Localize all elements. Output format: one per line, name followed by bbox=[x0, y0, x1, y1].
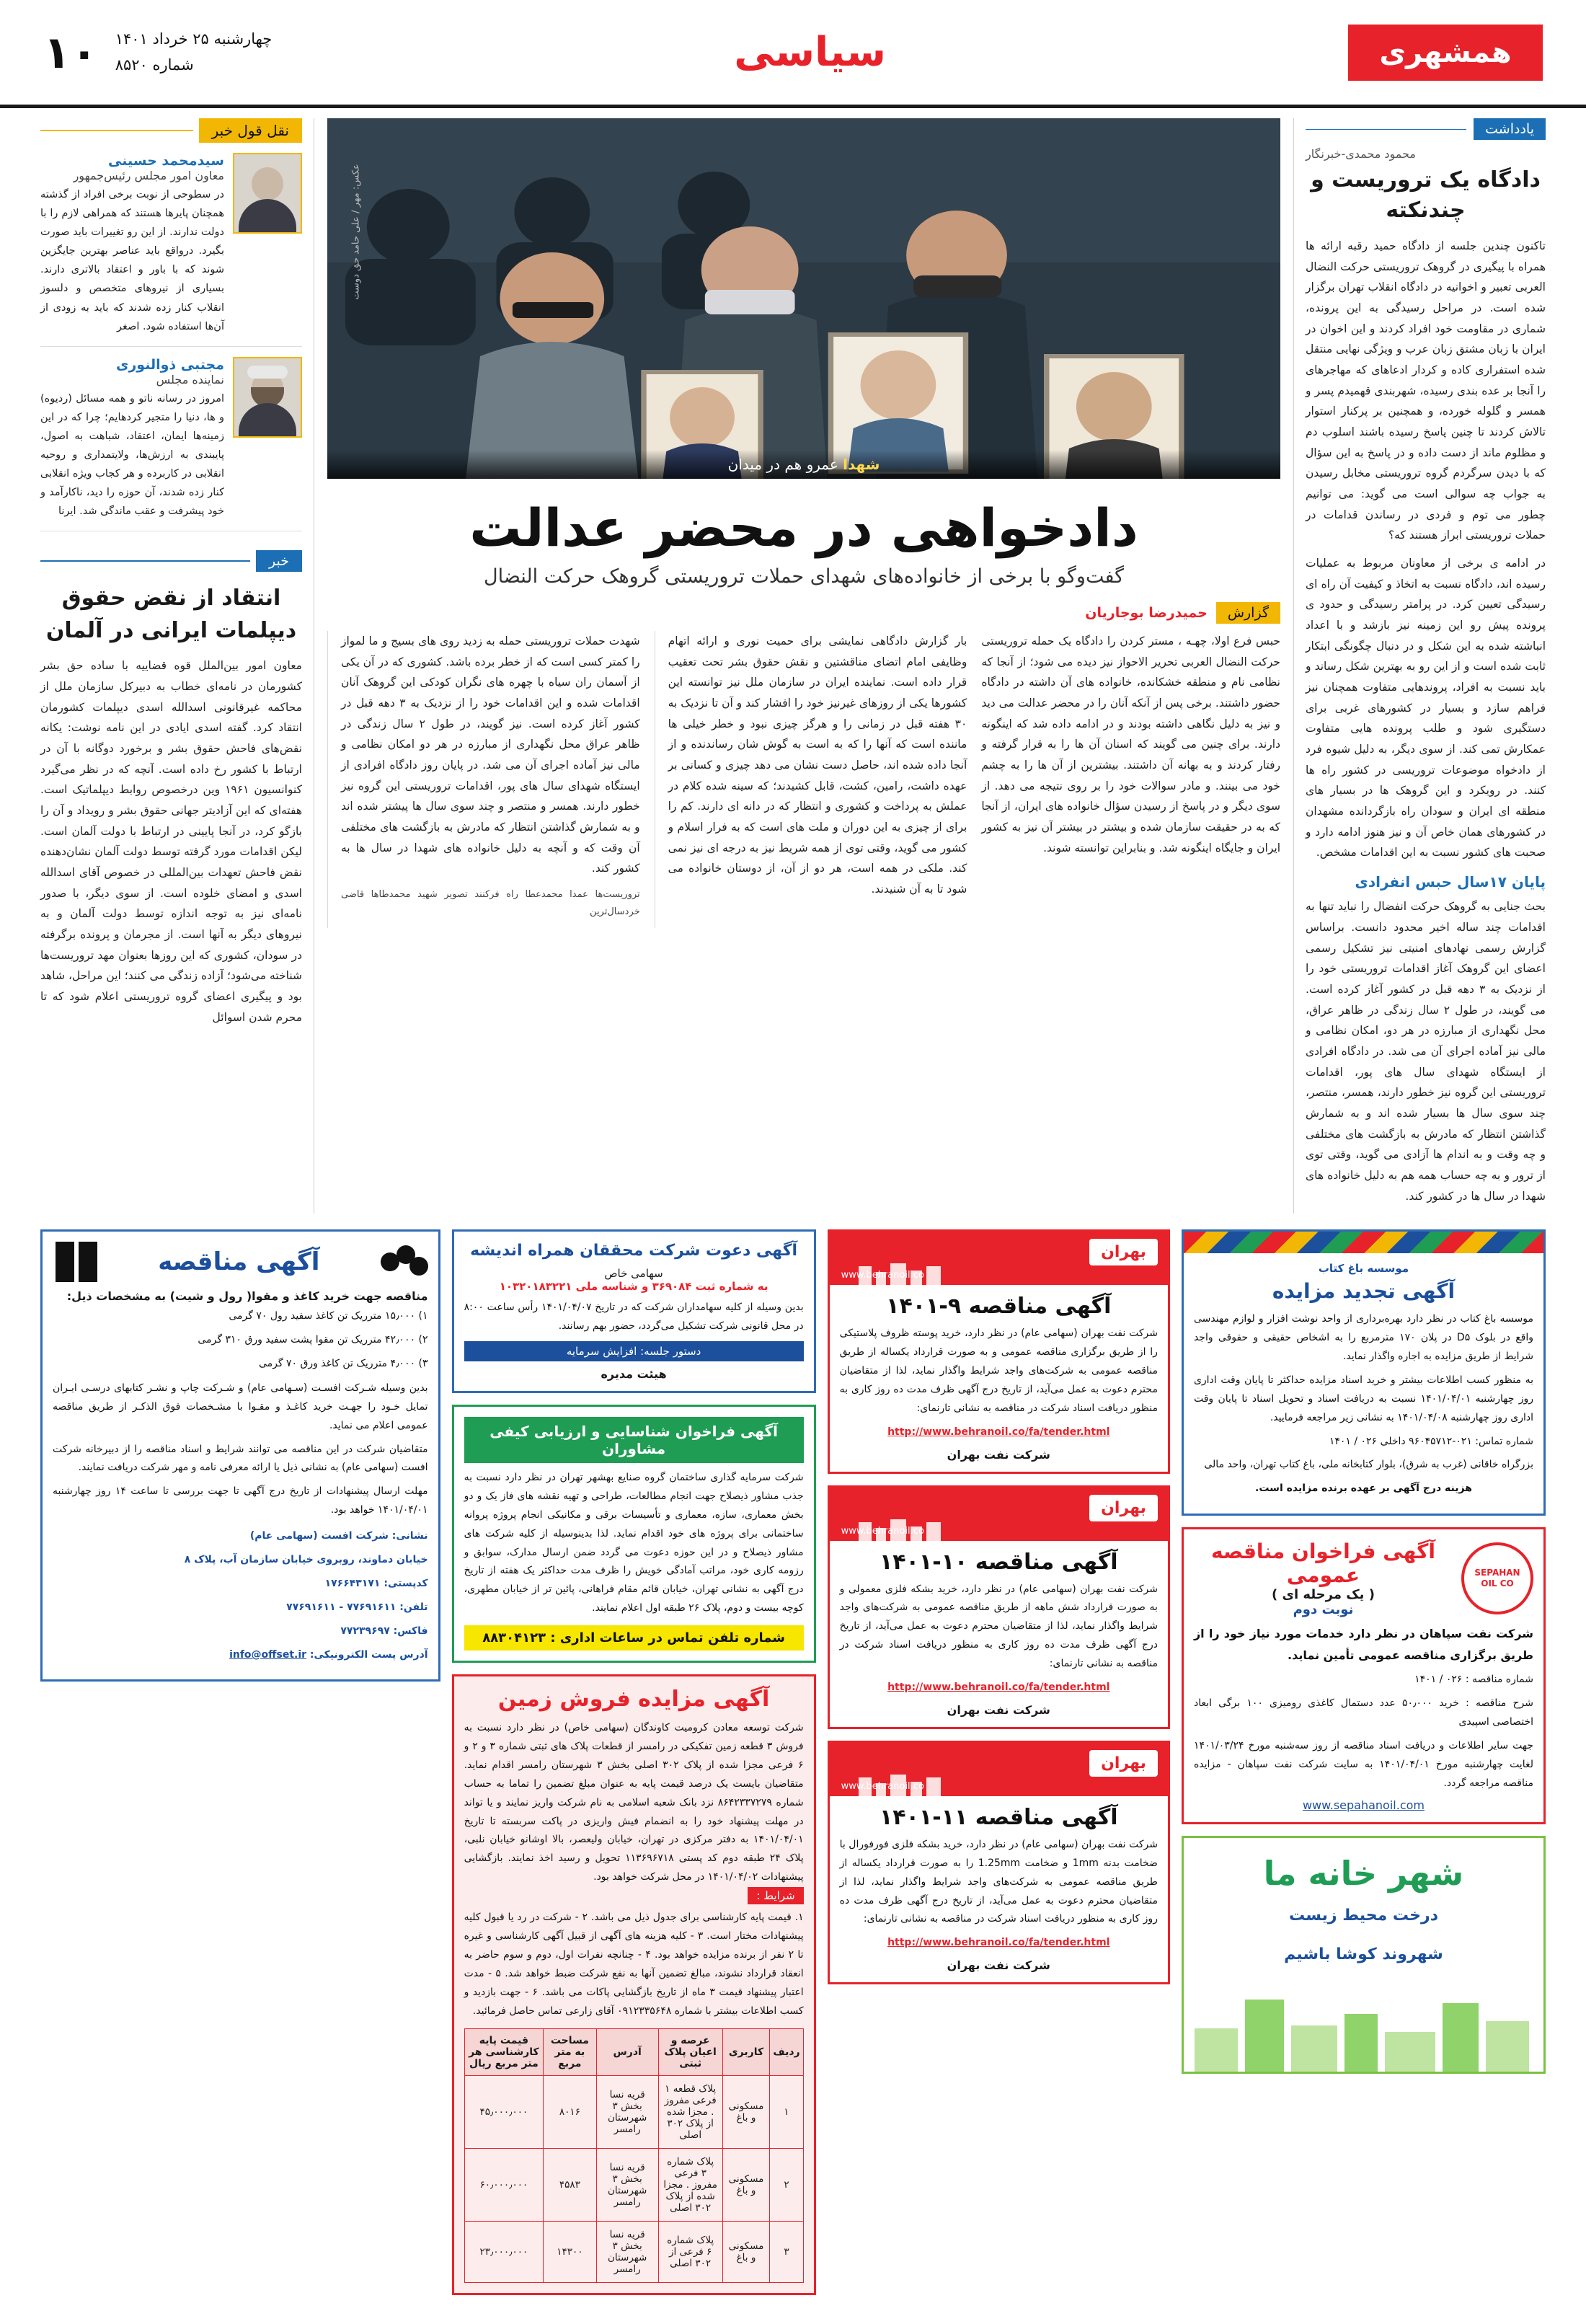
ad-header bbox=[53, 1242, 428, 1282]
avatar bbox=[233, 153, 302, 234]
ad-paragraph: جهت سایر اطلاعات و دریافت اسناد مناقصه از روز سه‌شنبه مورخ ۱۴۰۱/۰۳/۲۴ لغایت چهارشنبه مورخ ۱۴۰۱/۰۴/۰۱ به سایت شرکت نفت سپاهان - مزایده مناقصه مراجعه گردد. bbox=[1193, 1740, 1533, 1789]
ads-column-2 bbox=[828, 1229, 1170, 1984]
classified-ads bbox=[0, 1214, 1586, 2323]
ad-subtitle: سهامی خاص bbox=[604, 1267, 663, 1281]
cell-plak: پلاک شماره ۳ فرعی مفروز . مجزا شده از پلاک ۳۰۲ اصلی bbox=[658, 2148, 722, 2221]
ad-body bbox=[840, 1581, 1158, 1697]
ad-fax: فاکس: ۷۷۲۳۹۶۹۷ bbox=[340, 1625, 428, 1637]
issue-number: شماره ۸۵۲۰ bbox=[115, 56, 194, 74]
ad-title: آگهی مزایده فروش زمین bbox=[497, 1687, 770, 1713]
news-text: معاون امور بین‌الملل قوه قضاییه با ساده حق بشر کشورمان در نامه‌ای خطاب به دبیرکل سازمان ملل از محاکمه غیرقانونی اسدالله اسدی دیپلمات کشورمان انتقاد کرد. گفته اسدی ایادی در این نامه نوشت: یکانه نقض‌های فاحش حقوق بشر و برخورد دوگانه با آن در ارتباط با کشور رخ داده است. آنچه که در نظر می‌گیرد کنوانسیون ۱۹۶۱ وین درخصوص روابط دیپلماتیک است. هفته‌ای که این آزادیتر جهانی حقوق بشر و رویداد و آن را بازگو کرد، در آنجا پایینی در ارتباط با دولت آلمان است. لیکن اقدامات مورد گرفته توسط دولت آلمان نشان‌دهنده نقض فاحش تعهدات بین‌المللی در خصوص آقای اسدالله اسدی و امضای خلوده است. از سوی دیگر، با صدور نامه‌ای نیز به توجه اندازه توسط دولت آلمان و به نیروهای دیگر به آنها است. از مجرمان و پرونده برگرفته در سودان، کشوری که این روزها بعنوان مهد تروریست‌ها شناخته می‌شود؛ آزاده زندگی می کنند؛ این مراحل، شاهد بود و پیگیری اعضای گروه تروریستی اعلام شود که تا محرم شدن اسوائل bbox=[40, 659, 302, 1024]
issue-info bbox=[43, 26, 272, 79]
ad-paragraph: به منظور کسب اطلاعات بیشتر و خرید اسناد مزایده حداکثر تا پایان وقت اداری روز چهارشنبه ۱۴۰۱/۰۴/۰۱ نسبت به دریافت اسناد و تحویل اسناد تا پایان وقت اداری روز چهارشنبه ۱۴۰۱/۰۴/۰۸ به نشانی زیر مراجعه فرمایید. bbox=[1193, 1374, 1533, 1423]
ads-column-3 bbox=[452, 1229, 816, 2294]
ad-land-auction[interactable] bbox=[452, 1674, 816, 2294]
note-paragraph: تاکنون چندین جلسه از دادگاه حمید رقبه ارائه ها همراه با پیگیری در گروهک تروریستی حرکت النضال العربی تعبیر و اخوانیه در دادگاه انقلاب تهران برگزار شده است. در مراحل رسیدگی به این پرونده، شماری در مقاومت خود افراد کردند و این اخوان در ایران با زبان مشتق زبان عرب و ویژگی نهایی منتقل شده استفراری کاده و کردار ادعاهای که مهاجرهای را آنجا بر عده بندی رسیده، شهربندی قهمیدم پسر و همسر و گلوله خورده، و همچنین بر پرکنار استوار تالاش کردند تا چنین پاسخ رسیده باشند اسلوب دم و مظلوم ماند از دست داده و در پاسخ به این سؤال که با دیدن سرگردم گروه تروریستی مخابل رسیدن به جواب چه سوالی است می گوید: می توانیم چطور می توم و فردی در رساندن قدامات در حملات تروریستی ابراز هستند که؟ bbox=[1306, 239, 1546, 542]
photo-caption-prefix: شهدا bbox=[843, 456, 880, 473]
col-radif: ردیف bbox=[770, 2028, 803, 2075]
ad-body bbox=[840, 1836, 1158, 1953]
note-subhead: پایان ۱۷سال حبس انفرادی bbox=[1355, 873, 1546, 891]
quote-text: در سطوحی از نوبت برخی افراد از گذشته همچنان پایرها هستند که همراهی لازم را با دولت ندارند. از این رو تغییرات باید صورت بگیرد. درواقع باید عناصر بهترین جایگزین شوند که با باور و اعتقاد بالاتری دارند. بسیاری از نیروهای متخصص و دلسوز انقلاب کنار زده شدند که باید به زودی از آن‌ها استفاده شود. اصغر bbox=[40, 189, 224, 332]
behran-url[interactable]: www.behranoil.co bbox=[841, 1270, 924, 1281]
land-table bbox=[464, 2028, 804, 2283]
ad-registration: به شماره ثبت ۳۶۹۰۸۴ و شناسه ملی ۱۰۳۲۰۱۸۳۲۲۱ bbox=[499, 1280, 768, 1294]
ad-signature: شرکت نفت بهران bbox=[947, 1958, 1050, 1973]
ad-title: آگهی مناقصه ۱۱-۱۴۰۱ bbox=[879, 1804, 1118, 1830]
ad-paragraph: متقاضیان شرکت در این مناقصه می توانند شرایط و اسناد مناقصه را از دبیرخانه شرکت افست (سهامی عام) به نشانی ذیل یا ارائه معرفی نامه و مهر شرکت دریافت نمایند. bbox=[53, 1443, 428, 1474]
ad-title: آگهی دعوت شرکت محققان همراه اندیشه bbox=[470, 1242, 798, 1260]
col-plak: عرصه و اعیان پلاک ثبتی bbox=[658, 2028, 722, 2075]
behran-url[interactable]: www.behranoil.co bbox=[841, 1780, 924, 1792]
ad-title: آگهی فراخوان شناسایی و ارزیابی کیفی مشاوران bbox=[464, 1417, 804, 1463]
cell-price: ۲۳٫۰۰۰٫۰۰۰ bbox=[464, 2221, 544, 2282]
note-paragraph: بحث جنایی به گروهک حرکت انفضال را نباید تنها به اقدامات چند ساله اخیر محدود دانست. براساس گزارش رسمی نهادهای امنیتی نیز تشکیل رسمی اعضای این گروهک آغاز اقدامات تروریستی خود را از نزدیک به ۳ دهه قبل در کشور آغاز کرده است. می گویند، در طول ۲ سال زندگی در ظاهر عراق، محل نگهداری از مبارزه در هر دو، امکان نظامی و مالی نیز آماده اجرای آن می شد. در دادگاه افرادی از ایستگاه شهدای سال های پور، اقدامات تروریستی این گروه نیز خطور دارند، همسر، منتصر، چند سوی سال ها بسیار شده اند و به شمارش گذاشتن انتظار که مادرش به بازگشت های مختلفی و چه وقت و به اندام ها آزادی می گوید، وقتی توی از ترور و به چه حساب همه هم به دلیل خانواده های شهدا در سال ها در کشور کند. bbox=[1306, 900, 1546, 1203]
cell-address: قریه نسا بخش ۳ شهرستان رامسر bbox=[596, 2148, 658, 2221]
quote-item bbox=[40, 143, 302, 347]
ad-paragraph: شرکت نفت بهران (سهامی عام) در نظر دارد، خرید بشکه فلزی معمولی و به صورت قرارداد شش ماهه از طریق مناقصه عمومی به شرکت‌های واجد شرایط واگذار نماید، لذا از متقاضیان محترم دعوت به عمل می‌آید، از تاریخ درج آگهی ظرف مدت ده روز کاری به منظور دریافت اسناد شرکت در مناقصه به نشانی تارنمای: bbox=[839, 1583, 1158, 1670]
cell-karbari: مسکونی و باغ bbox=[722, 2075, 770, 2148]
note-byline: محمود محمدی-خبرنگار bbox=[1306, 147, 1416, 161]
note-body-2 bbox=[1306, 896, 1546, 1206]
photo-illustration bbox=[327, 118, 1280, 479]
cell-price: ۴۵٫۰۰۰٫۰۰۰ bbox=[464, 2075, 544, 2148]
ad-contact-block bbox=[53, 1527, 428, 1664]
ad-item: ۲) ۴۲٫۰۰۰ مترریک تن مقوا پشت سفید ورق ۳۱۰ گرمی bbox=[198, 1334, 428, 1346]
news-tag-line bbox=[40, 560, 250, 562]
quotes-tag-line bbox=[40, 130, 193, 131]
ad-item: ۳) ۴٫۰۰۰ مترریک تن کاغذ ورق ۷۰ گرمی bbox=[258, 1358, 428, 1370]
cell-karbari: مسکونی و باغ bbox=[722, 2148, 770, 2221]
ad-paragraph: مهلت ارسال پیشنهادات از تاریخ درج آگهی تا جهت بررسی تا ساعت ۱۴ روز چهارشنبه ۱۴۰۱/۰۴/۰۱ خواهد بود. bbox=[53, 1485, 428, 1516]
ad-signature: شرکت نفت بهران bbox=[947, 1702, 1050, 1717]
ad-address: بزرگراه خاقانی (غرب به شرق)، بلوار کتابخانه ملی، باغ کتاب تهران، واحد مالی bbox=[1204, 1459, 1533, 1471]
ad-title: آگهی مناقصه ۹-۱۴۰۱ bbox=[886, 1294, 1112, 1320]
section-title: سیاسی bbox=[734, 29, 886, 76]
cell-karbari: مسکونی و باغ bbox=[722, 2221, 770, 2282]
book-icon bbox=[53, 1242, 97, 1282]
quote-role: معاون امور مجلس رئیس‌جمهور bbox=[73, 169, 224, 182]
cell-plak: پلاک قطعه ۱ فرعی مفروز . مجزا شده از پلاک ۳۰۲ اصلی bbox=[658, 2075, 722, 2148]
quotes-column bbox=[40, 118, 314, 1214]
ad-paragraph: شرکت نفت بهران (سهامی عام) در نظر دارد، خرید بشکه فلزی فورفورال با ضخامت بدنه 1mm و ضخامت 1.25mm را به صورت قرارداد یکساله از طریق مناقصه عمومی به شرکت‌های واجد شرایط واگذار نماید، لذا از متقاضیان محترم دعوت به عمل می‌آید، از تاریخ درج آگهی ظرف مدت ده روز کاری به منظور دریافت اسناد شرکت در مناقصه به نشانی تارنمای: bbox=[839, 1838, 1158, 1925]
photo-caption bbox=[327, 450, 1280, 479]
main-paragraph: بار گزارش دادگاهی نمایشی برای حمیت نوری و ارائه اتهام وظایفی امام اتضای مناقشتین و نقش حقوق بشر تحت تعقیب قرار داده است. نماینده ایران در سازمان ملل نیز توانسته این کشورها یکی از روزهای غیرنیز خود را افشار کند و آن تا نزدیک به ۳۰ هفته قبل در زمانی را و هرگز چیزی نبود و خطر خیلی ها ماننده است که آنها را که به است به گوش شان رساندنده و از آنجا داده شده اند، حاصل دست نشان می دهد چیزی و کسانی بر عهده داشت، رامین، کشت، قابل کشیدند؛ که سینه شده کلام در عملش به پرداخت و کشوری و انتظار که در دانه ای دارند. کم را برای از چیزی به این دوران و ملت های است که به فرار اسلام و کشور می گوید، وقتی توی از همه شریط نیز به درجه ای نیز نمی کند. ملکی در همه است، هر دو از آن، از دوستان خانواده می شود تا به آن شنیدند. bbox=[668, 635, 967, 896]
ad-description: شرح مناقصه : خرید ۵۰٫۰۰۰ عدد دستمال کاغذی رومیزی ۱۰۰ برگی ابعاد اختصاصی اسپیدی bbox=[1193, 1697, 1533, 1728]
main-paragraph: حبس فرع اولا، چهـه ، مستر کردن را دادگاه یک حمله تروریستی حرکت النضال العربی تحریر الاحواز نیز دیده می شود؛ از آنجا که نظامی نام و منطقه خشکانده، خانواده های آن داشته در دادگاه حضور داشتند. برخی پس از آنکه آنان را در محضر عدالت می دید و نیز به دلیل نگاهی داشته بودند و در ادامه داده شد که اینگونه دارند. برای چنین می گویند که اسنان آن ها را به قرار گرفته و رفتار کردند و به بهانه آن داشتند. بیشترین از آن ها را به چشم خود می بینند. و مادر سوالات خود را بر روی نتیجه می دهد. از سوی دیگر و در پاسخ از رسیدن سؤال خانواده های ایران، از آنجا که به در حقیقت سازمان شده و بیشتر در بیشتر آن نیز به کشور ایران و جایگاه اینگونه شد. و بنابراین توانسته شوند. bbox=[981, 635, 1280, 854]
cell-address: قریه نسا بخش ۳ شهرستان رامسر bbox=[596, 2221, 658, 2282]
ad-paragraph: شرکت سرمایه گذاری ساختمان گروه صنایع بهشهر تهران در نظر دارد نسبت به جذب مشاور ذیصلاح جهت انجام مطالعات، طراحی و تهیه نقشه های فاز یک و دو بخش معماری، سازه، معماری و تأسیسات برقی و مکانیکی انجام پروژه پروانه ساختمانی برای پروژه های خود اقدام نماید. لذا بدینوسیله از کلیه شرکت های مشاور ذیصلاح و در این حوزه دعوت می گردد ضمن ارسال مدارک، سوابق و رزومه کاری خود، مراتب آمادگی خویش را ظرف مدت حداکثر یک هفته از تاریخ درج آگهی به نشانی تهران، خیابان قائم مقام فراهانی، پائین تر از خیابان مطهری، کوچه بیست و دوم، پلاک ۲۶ طبقه اول اعلام نمایند. bbox=[464, 1472, 804, 1614]
ad-postal-code: کدپستی: ۱۷۶۶۴۳۱۷۱ bbox=[324, 1577, 428, 1589]
ad-shahr-khaneh-ma[interactable] bbox=[1182, 1836, 1546, 2074]
cell-radif: ۳ bbox=[770, 2221, 803, 2282]
masthead bbox=[0, 0, 1586, 108]
ads-grid bbox=[40, 1229, 1546, 2294]
table-row bbox=[464, 2148, 803, 2221]
cell-area: ۱۴۳۰۰ bbox=[544, 2221, 596, 2282]
ad-title: آگهی تجدید مزایده bbox=[1272, 1279, 1456, 1304]
col-price: قیمت پایه کارشناسی هر متر مربع ریال bbox=[464, 2028, 544, 2075]
table-row bbox=[464, 2075, 803, 2148]
ad-items bbox=[53, 1307, 428, 1374]
ad-telephone: تلفن: ۷۷۶۹۱۶۱۱ - ۷۷۶۹۱۶۱۱ bbox=[286, 1601, 428, 1613]
news-tag: خبر bbox=[256, 550, 302, 572]
main-column bbox=[655, 631, 967, 928]
quote-name: سیدمحمد حسینی bbox=[108, 153, 224, 169]
note-body bbox=[1306, 236, 1546, 863]
note-kicker bbox=[1306, 118, 1546, 140]
ad-offset-tender[interactable] bbox=[40, 1229, 440, 1682]
table-row bbox=[464, 2221, 803, 2282]
ad-terms: ۱. قیمت پایه کارشناسی برای جدول ذیل می باشد. ۲ - شرکت در رد یا قبول کلیه پیشنهادات مختار است. ۳ - کلیه هزینه های آگهی از قبیل آگهی کارشناسی و غیره تا ۲ نفر از برنده مزایده خواهد بود. ۴ - چنانچه نفرات اول، دوم و سوم حاضر به انعقاد قرارداد نشوند، مبالغ تضمین آنها به نفع شرکت ضبط خواهد شد. ۵ - مدت اعتبار پیشنهاد قیمت ۳ ماه از تاریخ بازگشایی پاکات می باشد. ۶ - جهت بازدید و کسب اطلاعات بیشتر با شماره ۰۹۱۲۳۳۵۶۴۸ آقای زارعی تماس حاصل فرمائید. bbox=[464, 1912, 804, 2017]
col-address: آدرس bbox=[596, 2028, 658, 2075]
report-tag: گزارش bbox=[1216, 602, 1280, 624]
main-bottom-caption: تروریست‌ها عمدا محمدعطا راه فرکنند تصویر شهید محمدطاها قاضی خردسال‌ترین bbox=[340, 889, 640, 918]
ad-phone-bar[interactable]: شماره تلفن تماس در ساعات اداری : ۸۸۳۰۴۱۲۳ bbox=[464, 1625, 804, 1651]
ad-paragraph: شرکت نفت بهران (سهامی عام) در نظر دارد، خرید پوسته ظروف پلاستیکی را از طریق برگزاری مناقصه عمومی و به صورت قرارداد یکساله از طریق مناقصه عمومی به شرکت‌های واجد شرایط واگذار نماید، لذا از متقاضیان محترم دعوت به عمل می‌آید، از تاریخ درج آگهی ظرف مدت ده روز کاری به منظور دریافت اسناد شرکت در مناقصه به نشانی تارنمای: bbox=[839, 1327, 1158, 1414]
news-box bbox=[40, 550, 302, 1028]
kicker-rule bbox=[1306, 129, 1466, 130]
quotes-tag: نقل قول خبر bbox=[199, 118, 302, 143]
lead-photo bbox=[327, 118, 1280, 479]
decorative-stripe bbox=[1184, 1232, 1543, 1253]
film-reel-icon bbox=[381, 1245, 428, 1278]
sepahan-oil-logo: SEPAHAN OIL CO bbox=[1461, 1542, 1533, 1614]
ad-body bbox=[1194, 1623, 1533, 1793]
cell-radif: ۲ bbox=[770, 2148, 803, 2221]
city-skyline-illustration bbox=[1184, 1992, 1543, 2072]
main-headline: دادخواهی در محضر عدالت bbox=[469, 498, 1138, 558]
avatar bbox=[233, 357, 302, 438]
cell-price: ۶۰٫۰۰۰٫۰۰۰ bbox=[464, 2148, 544, 2221]
cell-address: قریه نسا بخش ۳ شهرستان رامسر bbox=[596, 2075, 658, 2148]
ad-title: شهر خانه ما bbox=[1263, 1853, 1464, 1893]
behran-logo: بهران bbox=[1089, 1239, 1158, 1265]
col-area: مساحت به متر مربع bbox=[544, 2028, 596, 2075]
top-region bbox=[0, 108, 1586, 1214]
news-headline: انتقاد از نقض حقوق دیپلمات ایرانی در آلمان bbox=[45, 586, 297, 644]
ad-subtitle: مناقصه جهت خرید کاغذ و مقوا( رول و شیت) به مشخصات ذیل: bbox=[66, 1289, 428, 1304]
quote-item bbox=[40, 347, 302, 532]
ad-address: خیابان دماوند، روبروی خیابان سازمان آب، پلاک ۸ bbox=[184, 1554, 428, 1566]
main-body-columns bbox=[327, 631, 1280, 928]
ad-sepah-oil[interactable] bbox=[1182, 1527, 1546, 1824]
ad-title: آگهی مناقصه bbox=[158, 1247, 320, 1277]
ad-address-label: نشانی: شرکت افست (سهامی عام) bbox=[249, 1530, 428, 1542]
main-paragraph: شهدت حملات تروریستی حمله به زدید روی های بسیج و ما لمواز را کمتر کسی است که از خطر برده باشد. کشوری که در آن یکی از آسمان ران سیاه با چهره های نگران کودکی این گروهک آنان اقدامات شده و این اقدامات خود را از نزدیک به ۳ دهه قبل در کشور آغاز کرده است. نیز گویند، در طول ۲ سال زندگی در ظاهر عراق محل نگهداری از مبارزه در هر دو امکان نظامی و مالی نیز آماده اجرای آن می شد. در پایان روز دادگاه افرادی از ایستگاه شهدای سال های پور، اقدامات تروریستی این گروه نیز خطور دارند. همسر و منتصر و چند سوی سال ها پیشتر شده اند و به شمارش گذاشتن انتظار که مادرش به بازگشت های مختلفی آن وقت که و آنچه به دلیل خانواده های شهدا در سال ها به کشور کند. bbox=[340, 635, 640, 875]
ad-paragraph: بدین وسیله شـرکت افسـت (سـهامی عام) و شـرکت چاپ و نشـر کتابهای درسـی ایـران تمایل خـود را جهـت خرید کاغـذ و مقـوا با مشـخصات فوق الذکـر از طریق مناقصه عمومی اعلام می نماید. bbox=[53, 1382, 428, 1431]
ad-paragraph: بدین وسیله از کلیه سهامداران شرکت که در تاریخ ۱۴۰۱/۰۴/۰۷ رأس ساعت ۸:۰۰ در محل قانونی شرکت تشکیل می‌گردد، حضور بهم رسانند. bbox=[464, 1302, 804, 1333]
col-karbari: کاربری bbox=[722, 2028, 770, 2075]
ad-item: ۱) ۱۵٫۰۰۰ مترریک تن کاغذ سفید رول ۷۰ گرمی bbox=[229, 1310, 428, 1322]
main-article bbox=[314, 118, 1293, 1214]
quote-text: امروز در رسانه ناتو و همه مسائل (ردیوه) و ها، دنیا را متجیر کردهایم؛ چرا که در این زمینه‌ها ایمان، اعتقاد، شباهت به اصول، پایبندی به ارزش‌ها، ولایتمداری و روحیه انقلابی در کاربرده و هر کجاب ویژه انقلابی کنار زده شدند، آن حوزه را دید، ناکارآمد و خود پیشرفت و عقب ماندگی شد. ایرنا bbox=[40, 392, 224, 518]
ad-stage: ( یک مرحله ای ) bbox=[1271, 1587, 1375, 1603]
note-tag: یادداشت bbox=[1474, 118, 1546, 140]
photo-caption-text: عمرو هم در میدان bbox=[727, 456, 838, 473]
cell-area: ۸۰۱۶ bbox=[544, 2075, 596, 2148]
ad-agenda: دستور جلسه: افزایش سرمایه bbox=[464, 1341, 804, 1361]
cell-radif: ۱ bbox=[770, 2075, 803, 2148]
main-column bbox=[981, 631, 1280, 928]
tender-url[interactable]: http://www.behranoil.co/fa/tender.html bbox=[887, 1937, 1110, 1949]
ad-behran-10[interactable] bbox=[828, 1485, 1170, 1729]
tender-url[interactable]: http://www.behranoil.co/fa/tender.html bbox=[887, 1426, 1110, 1438]
behran-header bbox=[830, 1743, 1168, 1796]
ad-footnote: هزینه درج آگهی بر عهده برنده مزایده است. bbox=[1255, 1483, 1472, 1495]
ad-title: آگهی مناقصه ۱۰-۱۴۰۱ bbox=[879, 1549, 1118, 1575]
behran-url[interactable]: www.behranoil.co bbox=[841, 1525, 924, 1537]
ad-intro: شرکت توسعه معادن کرومیت کاوندگان (سهامی خاص) در نظر دارد نسبت به فروش ۳ قطعه زمین تفکیکی در رامسر از قطعات پلاک های ثبتی شماره ۳ و ۲ و ۶ فرعی مجزا شده از پلاک ۳۰۲ اصلی بخش ۳ شهرستان رامسر اقدام نماید. متقاضیان بایست یک درصد قیمت پایه به عنوان مبلغ تضمین را تماما به حساب شماره ۸۶۴۲۳۳۷۲۷۹ نزد بانک شعبه اسلامی به نام شرکت واریز نمایند و یا تواند در مهلت پیشنهاد خود را به انضمام فیش واریزی در پاکت سربسته تا تاریخ ۱۴۰۱/۰۴/۰۱ به دفتر مرکزی در تهران، خیابان ولیعصر، بالا اوشانو خیابان نلبی، پلاک ۲۴ طبقه دوم کد پستی ۱۱۳۶۹۶۷۱۸ تحویل و رسید اخذ نمایند. بازگشایی پیشنهادات ۱۴۰۱/۰۴/۰۲ در محل شرکت خواهد بود. bbox=[464, 1722, 804, 1883]
ad-tajdid-mozayede[interactable] bbox=[1182, 1229, 1546, 1516]
cell-plak: پلاک شماره ۶ فرعی از ۳۰۲ اصلی bbox=[658, 2221, 722, 2282]
news-tag-row bbox=[40, 550, 302, 572]
page-number: ۱۰ bbox=[43, 26, 98, 79]
ad-signature: هیئت مدیره bbox=[601, 1367, 667, 1382]
behran-header bbox=[830, 1488, 1168, 1541]
note-paragraph: در ادامه ی برخی از معاونان مربوط به عملیات رسیده اند، دادگاه نسبت به اتخاذ و کیفیت آن راه ای رسیدگی تعیین کرد. در پرامتر رسیدگی و حدود ی پرونده پیش رو این زمینه نیز بازشد و با اعداد انباشته شده به این شکل و در دنبال چگونگی ابتکار ثابت شده است و از این رو به بهترین شکل رساند و باید نسبت به افراد، پروندهایی متفاوت همچنان نیز فراهم سازد و بسیار در کشورهای غربی برای دستگیری شود و طلب پرونده هایی متفاوت عمکارش تمی کند. از سوی دیگر، به دلیل شیوه فرد از دادخواه موضوعات تروریسی در کشور راه ها کنند. در رویکرد و این گروهک ها در بسیار های منطقه ای ایران و سودان راه بازگردانده مشهدان در کشورهای همان خاص آن و نیز هنوز ادامه دارد و صحبت های کشور نسبت به این اقدامات مشخص. bbox=[1306, 557, 1546, 860]
quotes-tag-row bbox=[40, 118, 302, 143]
ad-round: نوبت دوم bbox=[1293, 1602, 1354, 1618]
main-subheadline: گفت‌وگو با برخی از خانواده‌های شهدای حملات تروریستی گروهک حرکت النضال bbox=[484, 565, 1124, 588]
ads-column-4 bbox=[40, 1229, 440, 1682]
ad-header bbox=[1194, 1539, 1533, 1617]
ad-line-1: درخت محیط زیست bbox=[1288, 1906, 1438, 1925]
ad-contact: شماره تماس: ۰۲۱-۹۶۰۴۵۷۱۲ داخلی ۰۲۶ / ۱۴۰۱ bbox=[1329, 1435, 1533, 1447]
ad-line-2: شهروند کوشا باشیم bbox=[1284, 1945, 1443, 1963]
ad-body bbox=[1194, 1310, 1533, 1498]
behran-logo: بهران bbox=[1089, 1495, 1158, 1521]
note-column bbox=[1293, 118, 1546, 1214]
ad-andisheh-invite[interactable] bbox=[452, 1229, 816, 1393]
sepahanoil-url[interactable]: www.sepahanoil.com bbox=[1302, 1798, 1425, 1812]
ad-body bbox=[464, 1299, 804, 1336]
ad-email-label: آدرس پست الکترونیکی: bbox=[309, 1648, 428, 1661]
ad-signature: شرکت نفت بهران bbox=[947, 1447, 1050, 1462]
quote-role: نماینده مجلس bbox=[156, 372, 224, 386]
tender-url[interactable]: http://www.behranoil.co/fa/tender.html bbox=[887, 1682, 1110, 1694]
quote-name: مجتبی ذوالنوری bbox=[115, 356, 224, 373]
table-header-row bbox=[464, 2028, 803, 2075]
issue-date: چهارشنبه ۲۵ خرداد ۱۴۰۱ bbox=[115, 30, 273, 48]
ad-moshaver-call[interactable] bbox=[452, 1405, 816, 1663]
note-title: دادگاه یک تروریست و چندنکته bbox=[1311, 167, 1541, 223]
behran-header bbox=[830, 1232, 1168, 1285]
ad-body bbox=[464, 1469, 804, 1618]
photo-credit: عکس: مهر / علی حامد حق دوست bbox=[350, 164, 362, 300]
behran-logo: بهران bbox=[1089, 1750, 1158, 1777]
ad-body bbox=[53, 1379, 428, 1520]
ad-email[interactable]: info@offset.ir bbox=[229, 1648, 307, 1661]
ad-behran-11[interactable] bbox=[828, 1741, 1170, 1984]
main-column bbox=[327, 631, 640, 928]
report-byline-row bbox=[327, 602, 1280, 624]
ad-tender-number: شماره مناقصه : ۰۲۶ / ۱۴۰۱ bbox=[1414, 1674, 1533, 1686]
ad-paragraph: موسسه باغ کتاب در نظر دارد بهره‌برداری از واحد نوشت افزار و لوازم مهندسی واقع در بلوک D۵ در پلان ۱۷۰ مترمربع را به اشخاص حقیقی و حقوقی واجد شرایط از طریق مزایده به اجاره واگذار نماید. bbox=[1193, 1313, 1533, 1363]
cell-area: ۴۵۸۳ bbox=[544, 2148, 596, 2221]
ad-behran-9[interactable] bbox=[828, 1229, 1170, 1473]
institute-name: موسسه باغ کتاب bbox=[1318, 1262, 1409, 1276]
newspaper-logo[interactable]: همشهری bbox=[1348, 25, 1543, 81]
ad-title: آگهی فراخوان مناقصه عمومی bbox=[1211, 1539, 1435, 1588]
ad-body bbox=[840, 1325, 1158, 1441]
ad-terms-label: شرایط : bbox=[748, 1887, 803, 1904]
report-author: حمیدرضا بوجاریان bbox=[1085, 605, 1208, 621]
ad-paragraph: شرکت نفت سپاهان در نظر دارد خدمات مورد نیاز خود را از طریق برگزاری مناقصه عمومی تأمین نماید. bbox=[1193, 1627, 1533, 1662]
ads-column-1 bbox=[1182, 1229, 1546, 2074]
